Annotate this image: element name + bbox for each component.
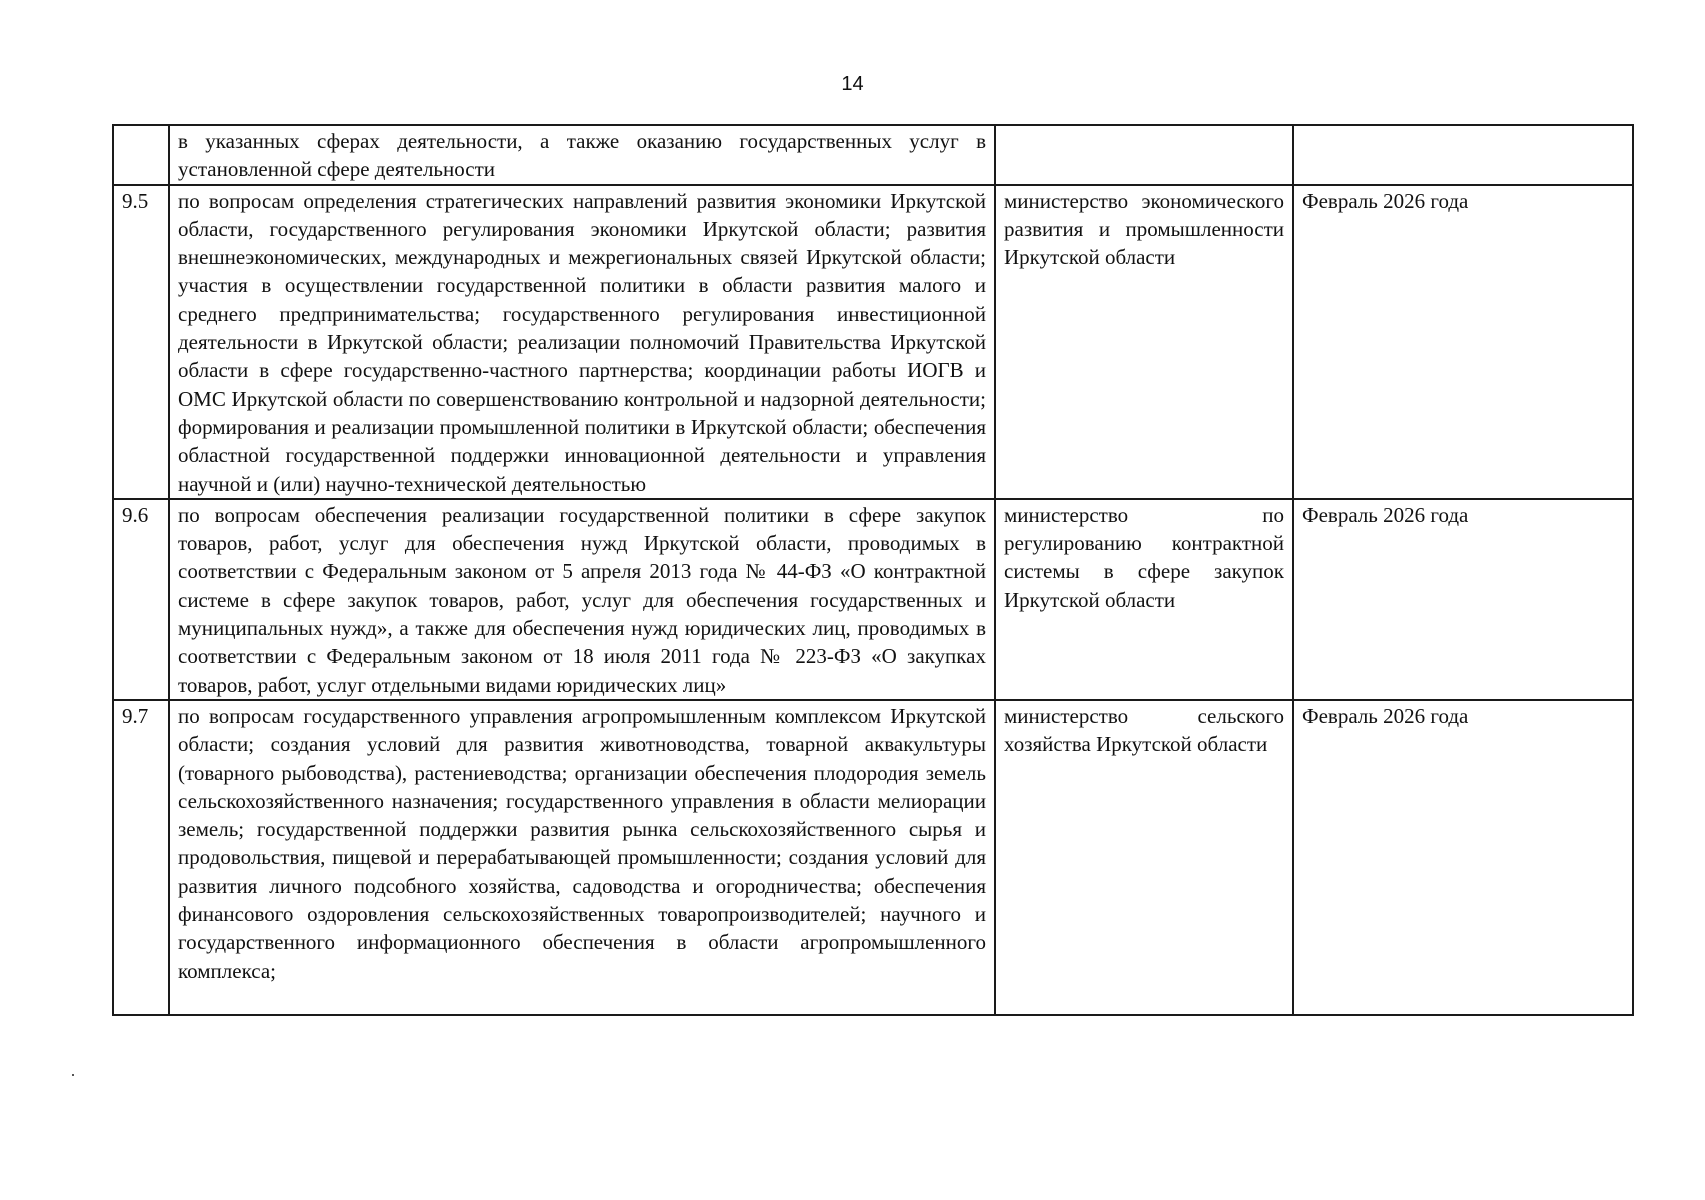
row-deadline: Февраль 2026 года [1293,499,1633,700]
row-description: по вопросам обеспечения реализации государственной политики в сфере закупок товаров, работ, услуг для обеспечения нужд Иркутской области, проводимых в соответствии с Федеральным законом от 5 апреля 2013 года № 44-ФЗ «О контрактной системе в сфере закупок товаров, работ, услуг для обеспечения государственных и муниципальных нужд», а также для обеспечения нужд юридических лиц, проводимых в соответствии с Федеральным законом от 18 июля 2011 года № 223-ФЗ «О закупках товаров, работ, услуг отдельными видами юридических лиц» [169,499,995,700]
row-deadline [1293,125,1633,185]
row-description: в указанных сферах деятельности, а также оказанию государственных услуг в установленной сфере деятельности [169,125,995,185]
table-row [113,700,1633,1015]
row-organization: министерство по регулированию контрактной системы в сфере закупок Иркутской области [995,499,1293,700]
row-deadline: Февраль 2026 года [1293,700,1633,1015]
row-description: по вопросам государственного управления агропромышленным комплексом Иркутской области; создания условий для развития животноводства, товарной аквакультуры (товарного рыбоводства), растениеводства; организации обеспечения плодородия земель сельскохозяйственного назначения; государственного управления в области мелиорации земель; государственной поддержки развития рынка сельскохозяйственного сырья и продовольствия, пищевой и перерабатывающей промышленности; создания условий для развития личного подсобного хозяйства, садоводства и огородничества; обеспечения финансового оздоровления сельскохозяйственных товаропроизводителей; научного и государственного информационного обеспечения в области агропромышленного комплекса; [169,700,995,1015]
row-description: по вопросам определения стратегических направлений развития экономики Иркутской области, государственного регулирования экономики Иркутской области; развития внешнеэкономических, международных и межрегиональных связей Иркутской области; участия в осуществлении государственной политики в области развития малого и среднего предпринимательства; государственного регулирования инвестиционной деятельности в Иркутской области; реализации полномочий Правительства Иркутской области в сфере государственно-частного партнерства; координации работы ИОГВ и ОМС Иркутской области по совершенствованию контрольной и надзорной деятельности; формирования и реализации промышленной политики в Иркутской области; обеспечения областной государственной поддержки инновационной деятельности и управления научной и (или) научно-технической деятельностью [169,185,995,499]
row-number: 9.5 [113,185,169,499]
row-number [113,125,169,185]
page-number: 14 [841,73,864,95]
row-organization [995,125,1293,185]
row-number: 9.6 [113,499,169,700]
row-deadline: Февраль 2026 года [1293,185,1633,499]
row-organization: министерство сельского хозяйства Иркутской области [995,700,1293,1015]
table-row [113,499,1633,700]
scan-speck [72,1074,74,1076]
measures-table [112,124,1634,1016]
table-row [113,185,1633,499]
table-row [113,125,1633,185]
row-organization: министерство экономического развития и промышленности Иркутской области [995,185,1293,499]
row-number: 9.7 [113,700,169,1015]
